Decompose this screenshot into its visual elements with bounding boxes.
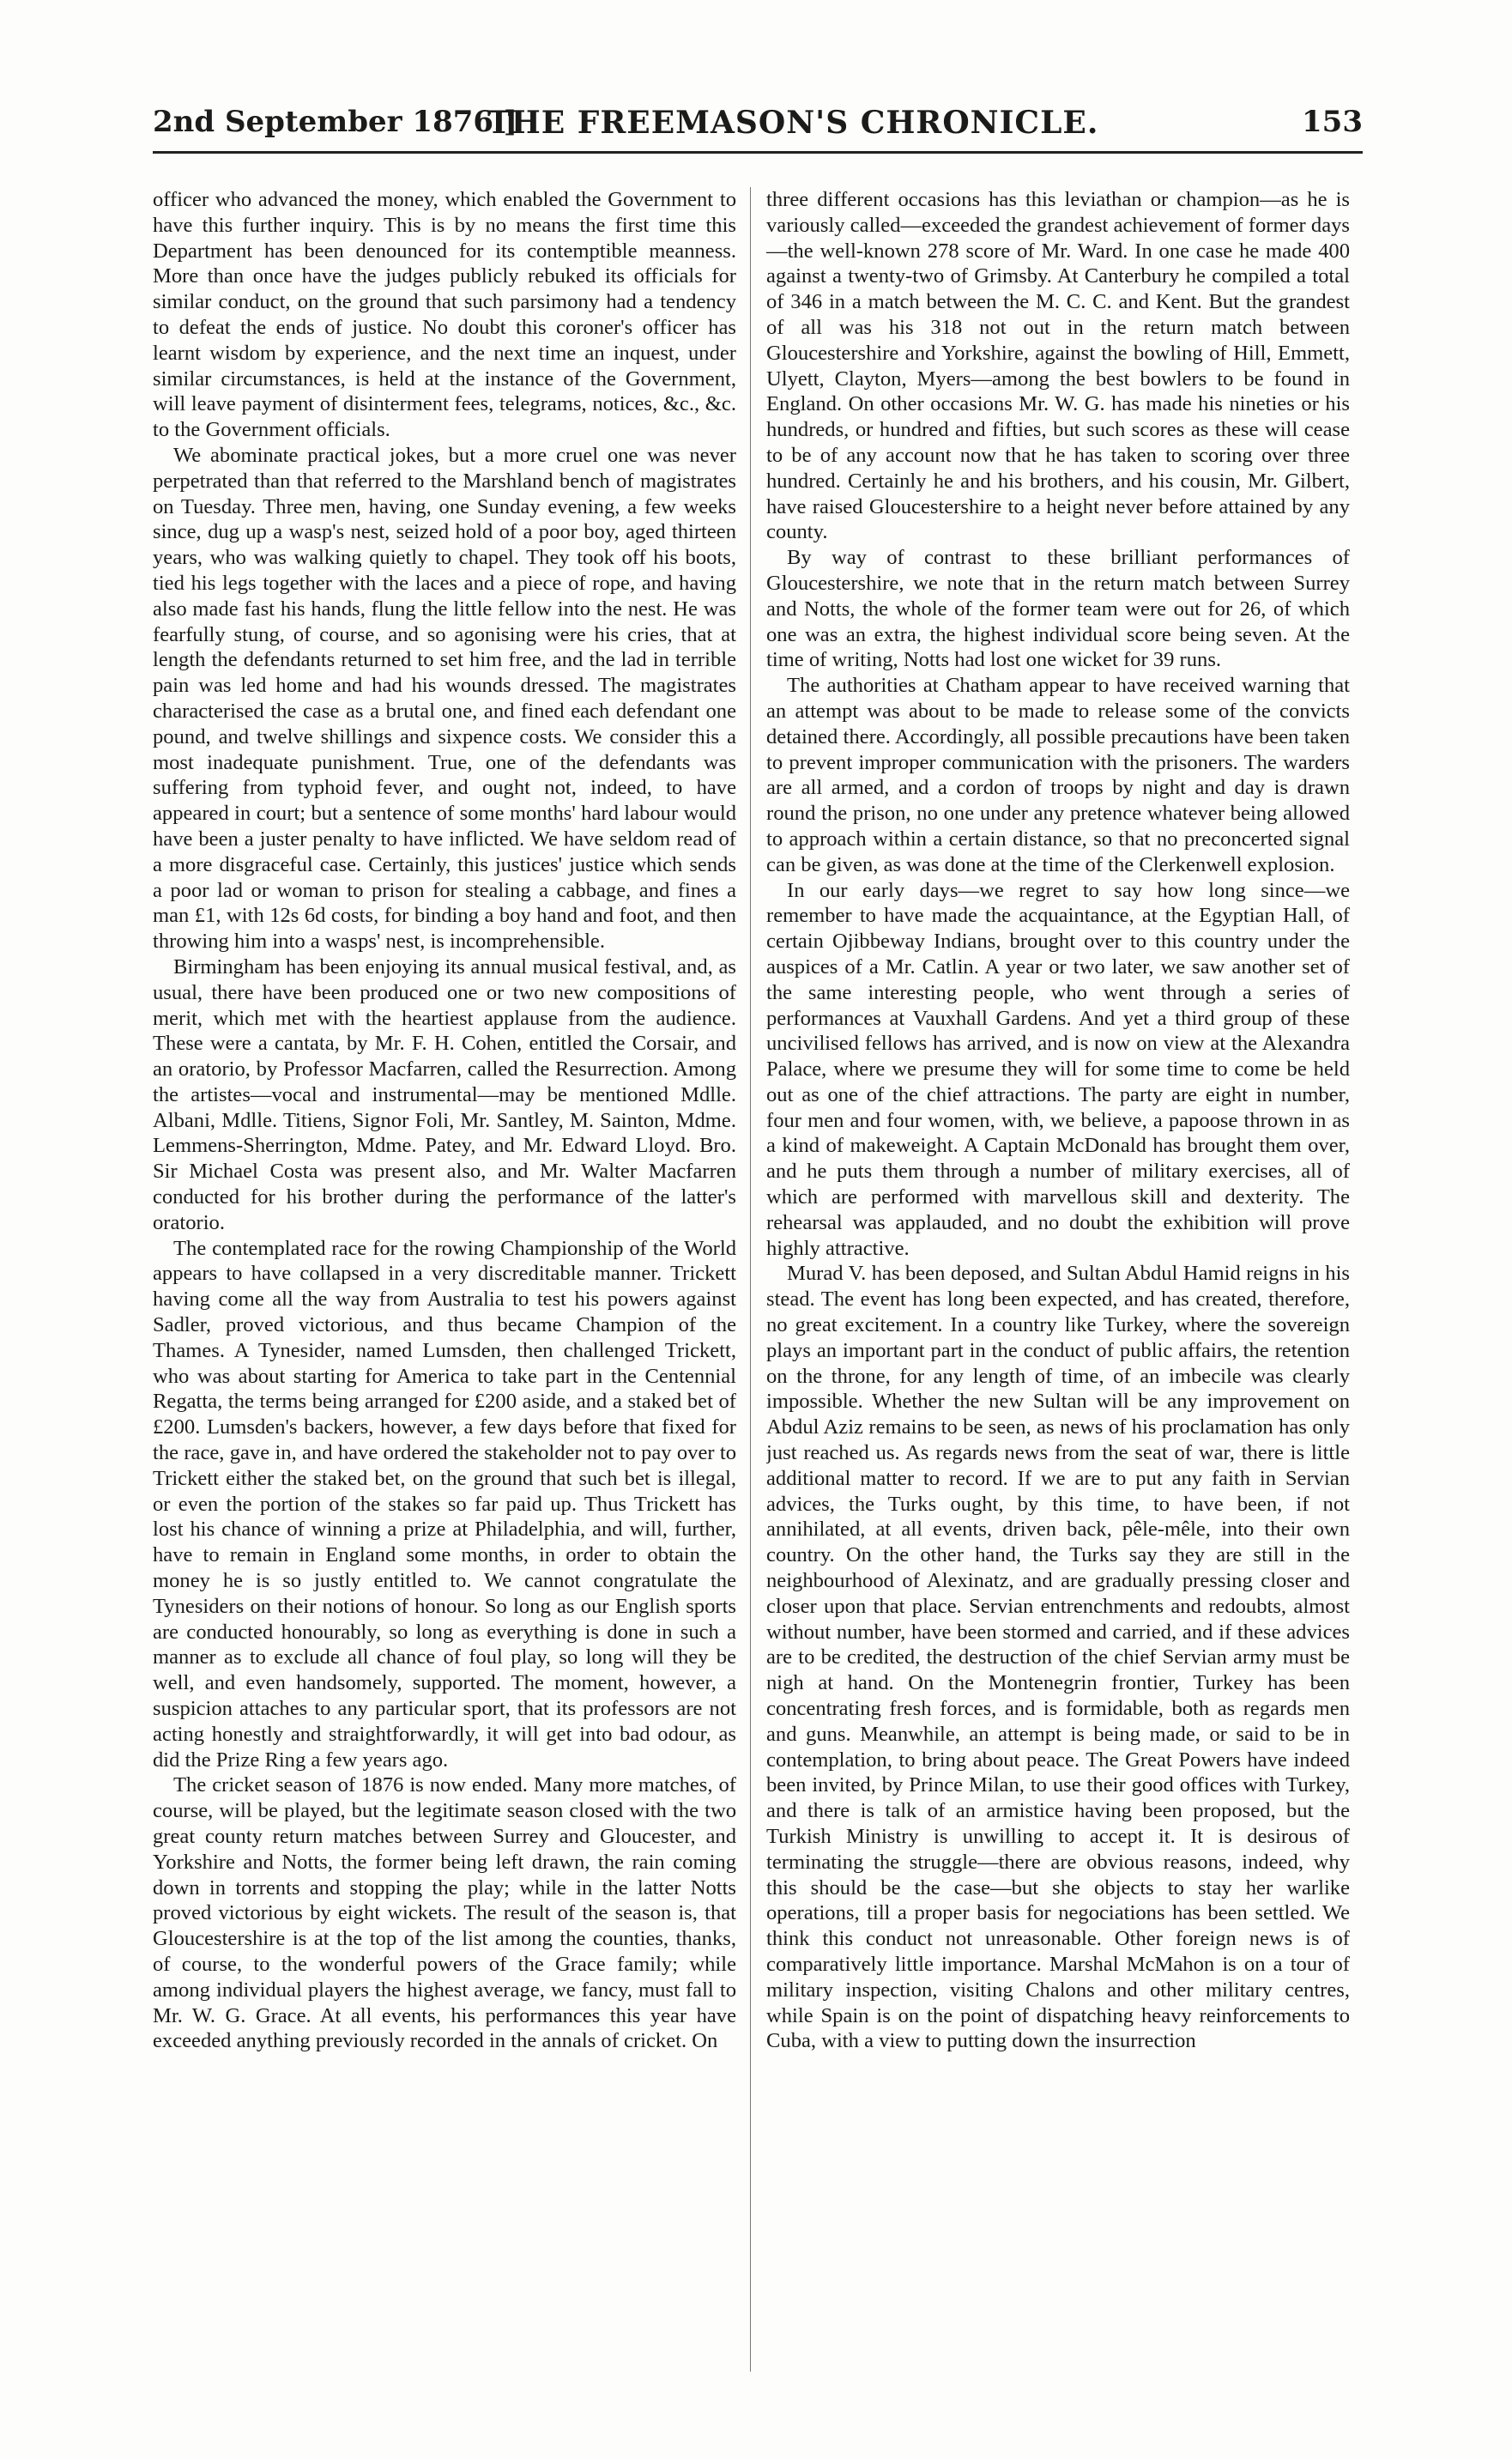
paragraph: We abominate practical jokes, but a more cruel one was never perpetrated than that referred to the Marshland bench of magistrates on Tuesday. Three men, having, one Sunday evening, a few weeks since, dug up a wasp's nest, seized hold of a poor boy, aged thirteen years, who was walking quietly to chapel. They took off his boots, tied his legs together with the laces and a piece of rope, and having also made fast his hands, flung the little fellow into the nest. He was fearfully stung, of course, and so agonising were his cries, that at length the defendants returned to set him free, and the lad in terrible pain was led home and had his wounds dressed. The magistrates characterised the case as a brutal one, and fined each defendant one pound, and twelve shillings and sixpence costs. We consider this a most inadequate punishment. True, one of the defendants was suffering from typhoid fever, and ought not, indeed, to have appeared in court; but a sentence of some months' hard labour would have been a juster penalty to have inflicted. We have seldom read of a more disgraceful case. Certainly, this justices' justice which sends a poor lad or woman to prison for stealing a cabbage, and fines a man £1, with 12s 6d costs, for binding a boy hand and foot, and then throwing him into a wasps' nest, is incomprehensible.	[153, 443, 736, 954]
page-number: 153	[1302, 105, 1363, 139]
paragraph: The contemplated race for the rowing Championship of the World appears to have collapsed in a very discreditable manner. Trickett having come all the way from Australia to test his powers against Sadler, proved victorious, and thus became Champion of the Thames. A Tynesider, named Lumsden, then challenged Trickett, who was about starting for America to take part in the Centennial Regatta, the terms being arranged for £200 aside, and a staked bet of £200. Lumsden's backers, however, a few days before that fixed for the race, gave in, and have ordered the stakeholder not to pay over to Trickett either the staked bet, on the ground that such bet is illegal, or even the portion of the stakes so far paid up. Thus Trickett has lost his chance of winning a prize at Philadelphia, and will, further, have to remain in England some months, in order to obtain the money he is so justly entitled to. We cannot congratulate the Tynesiders on their notions of honour. So long as our English sports are conducted honourably, so long as everything is done in such a manner as to exclude all chance of foul play, so long will they be well, and even handsomely, supported. The moment, however, a suspicion attaches to any particular sport, that its professors are not acting honestly and straightforwardly, it will get into bad odour, as did the Prize Ring a few years ago.	[153, 1236, 736, 1772]
paragraph: In our early days—we regret to say how long since—we remember to have made the acquaintance, at the Egyptian Hall, of certain Ojibbeway Indians, brought over to this country under the auspices of a Mr. Catlin. A year or two later, we saw another set of the same interesting people, who went through a series of performances at Vauxhall Gardens. And yet a third group of these uncivilised fellows has arrived, and is now on view at the Alexandra Palace, where we presume they will for some time to come be held out as one of the chief attractions. The party are eight in number, four men and four women, with, we believe, a papoose thrown in as a kind of makeweight. A Captain McDonald has brought them over, and he puts them through a number of military exercises, all of which are performed with marvellous skill and dexterity. The rehearsal was applauded, and no doubt the exhibition will prove highly attractive.	[766, 878, 1350, 1260]
paragraph: officer who advanced the money, which enabled the Government to have this further inquiry. This is by no means the first time this Department has been denounced for its contemptible meanness. More than once have the judges publicly rebuked its officials for similar conduct, on the ground that such parsimony had a tendency to defeat the ends of justice. No doubt this coroner's officer has learnt wisdom by experience, and the next time an inquest, under similar circumstances, is held at the instance of the Government, will leave payment of disinterment fees, telegrams, notices, &c., &c. to the Government officials.	[153, 188, 736, 442]
masthead	[153, 101, 1363, 153]
header-rule	[153, 151, 1363, 154]
right-column	[766, 187, 1350, 2372]
paragraph: The cricket season of 1876 is now ended. Many more matches, of course, will be played, but the legitimate season closed with the two great county return matches between Surrey and Gloucester, and Yorkshire and Notts, the former being left drawn, the rain coming down in torrents and stopping the play; while in the latter Notts proved victorious by eight wickets. The result of the season is, that Gloucestershire is at the top of the list among the counties, thanks, of course, to the wonderful powers of the Grace family; while among individual players the highest average, we fancy, must fall to Mr. W. G. Grace. At all events, his performances this year have exceeded anything previously recorded in the annals of cricket. On	[153, 1773, 736, 2053]
publication-title: THE FREEMASON'S CHRONICLE.	[487, 105, 1099, 141]
column-divider	[750, 187, 751, 2372]
left-column	[153, 187, 736, 2372]
paragraph: Birmingham has been enjoying its annual musical festival, and, as usual, there have been produced one or two new compositions of merit, which met with the heartiest applause from the audience. These were a cantata, by Mr. F. H. Cohen, entitled the Corsair, and an oratorio, by Professor Macfarren, called the Resurrection. Among the artistes—vocal and instrumental—may be mentioned Mdlle. Albani, Mdlle. Titiens, Signor Foli, Mr. Santley, M. Sainton, Mdme. Lemmens-Sherrington, Mdme. Patey, and Mr. Edward Lloyd. Bro. Sir Michael Costa was present also, and Mr. Walter Macfarren conducted for his brother during the performance of the latter's oratorio.	[153, 954, 736, 1234]
paragraph: Murad V. has been deposed, and Sultan Abdul Hamid reigns in his stead. The event has long been expected, and has created, therefore, no great excitement. In a country like Turkey, where the sovereign plays an important part in the conduct of public affairs, the retention on the throne, for any length of time, of an imbecile was clearly impossible. Whether the new Sultan will be any improvement on Abdul Aziz remains to be seen, as news of his proclamation has only just reached us. As regards news from the seat of war, there is little additional matter to record. If we are to put any faith in Servian advices, the Turks ought, by this time, to have been, if not annihilated, at all events, driven back, pêle-mêle, into their own country. On the other hand, the Turks say they are still in the neighbourhood of Alexinatz, and are gradually pressing closer and closer upon that place. Servian entrenchments and redoubts, almost without number, have been stormed and carried, and if these advices are to be credited, the destruction of the chief Servian army must be nigh at hand. On the Montenegrin frontier, Turkey has been concentrating fresh forces, and is formidable, both as regards men and guns. Meanwhile, an attempt is being made, or said to be in contemplation, to bring about peace. The Great Powers have indeed been invited, by Prince Milan, to use their good offices with Turkey, and there is talk of an armistice having been proposed, but the Turkish Ministry is unwilling to accept it. It is desirous of terminating the struggle—there are obvious reasons, indeed, why this should be the case—but she objects to stay her warlike operations, till a proper basis for negociations has been settled. We think this conduct not unreasonable. Other foreign news is of comparatively little importance. Marshal McMahon is on a tour of military inspection, visiting Chalons and other military centres, while Spain is on the point of dispatching heavy reinforcements to Cuba, with a view to putting down the insurrection	[766, 1262, 1350, 2053]
paragraph: By way of contrast to these brilliant performances of Gloucestershire, we note that in the return match between Surrey and Notts, the whole of the former team were out for 26, of which one was an extra, the highest individual score being seven. At the time of writing, Notts had lost one wicket for 39 runs.	[766, 546, 1350, 672]
paragraph: The authorities at Chatham appear to have received warning that an attempt was about to be made to release some of the convicts detained there. Accordingly, all possible precautions have been taken to prevent improper communication with the prisoners. The warders are all armed, and a cordon of troops by night and day is drawn round the prison, no one under any pretence whatever being allowed to approach within a certain distance, so that no preconcerted signal can be given, as was done at the time of the Clerkenwell explosion.	[766, 674, 1350, 876]
paragraph: three different occasions has this leviathan or champion—as he is variously called—exceeded the grandest achievement of former days—the well-known 278 score of Mr. Ward. In one case he made 400 against a twenty-two of Grimsby. At Canterbury he compiled a total of 346 in a match between the M. C. C. and Kent. But the grandest of all was his 318 not out in the return match between Gloucestershire and Yorkshire, against the bowling of Hill, Emmett, Ulyett, Clayton, Myers—among the best bowlers to be found in England. On other occasions Mr. W. G. has made his nineties or his hundreds, or hundred and fifties, but such scores as these will cease to be of any account now that he has taken to scoring over three hundred. Certainly he and his brothers, and his cousin, Mr. Gilbert, have raised Gloucestershire to a height never before attained by any county.	[766, 188, 1350, 544]
issue-date: 2nd September 1876.]	[153, 105, 517, 139]
